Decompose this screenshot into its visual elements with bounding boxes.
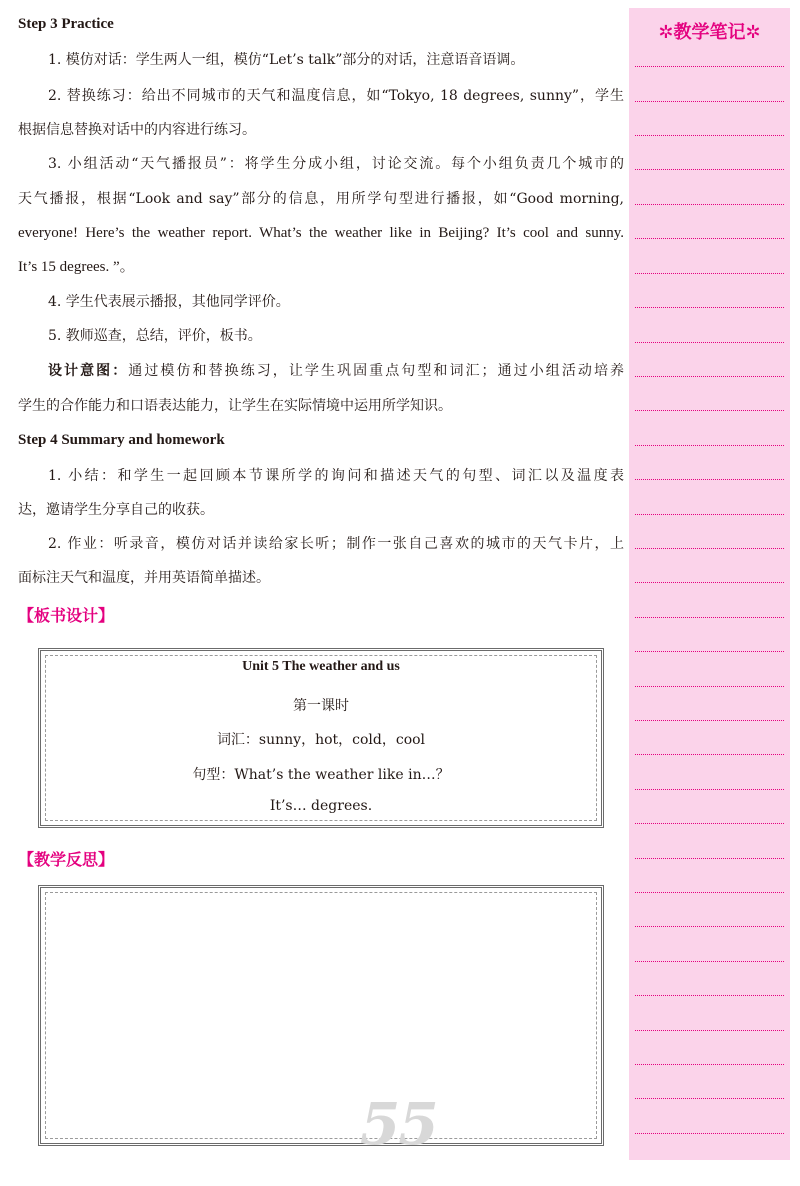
page-number: 55 [360,1090,437,1158]
note-line [635,135,784,136]
design-intent-label: 设计意图： [48,363,129,379]
note-line [635,582,784,583]
note-line [635,307,784,308]
note-line [635,1064,784,1065]
note-line [635,479,784,480]
note-line [635,651,784,652]
teaching-notes-sidebar [629,8,790,1160]
step4-item-2-cont: 面标注天气和温度，并用英语简单描述。 [18,570,270,586]
note-line [635,1030,784,1031]
design-intent-text: 通过模仿和替换练习，让学生巩固重点句型和词汇；通过小组活动培养 [128,363,625,379]
note-line [635,995,784,996]
note-line [635,169,784,170]
step4-item-1-cont: 达，邀请学生分享自己的收获。 [18,502,214,518]
note-line [635,823,784,824]
step3-item-2: 2. 替换练习：给出不同城市的天气和温度信息，如“Tokyo, 18 degrees, sunny”，学生 [48,88,624,104]
note-line [635,66,784,67]
note-line [635,1133,784,1134]
teaching-notes-title: ✲教学笔记✲ [658,22,761,43]
board-pattern-1: 句型：What’s the weather like in…？ [192,767,450,783]
board-unit-title: Unit 5 The weather and us [242,659,400,674]
design-intent-cont: 学生的合作能力和口语表达能力，让学生在实际情境中运用所学知识。 [18,398,452,414]
note-line [635,273,784,274]
note-line [635,926,784,927]
step3-item-5: 5. 教师巡查，总结，评价，板书。 [48,328,262,344]
design-intent [48,361,624,381]
note-line [635,238,784,239]
note-line [635,410,784,411]
note-line [635,548,784,549]
note-line [635,789,784,790]
board-design-heading: 【板书设计】 [18,606,115,625]
step3-item-1: 1. 模仿对话：学生两人一组，模仿“Let’s talk”部分的对话，注意语音语调。 [48,52,525,68]
note-line [635,204,784,205]
step3-item-3-cont3: It’s 15 degrees. ”。 [18,259,135,275]
step4-item-2: 2. 作业：听录音，模仿对话并读给家长听；制作一张自己喜欢的城市的天气卡片，上 [48,536,624,552]
board-pattern-2: It’s… degrees. [269,798,373,814]
step4-heading: Step 4 Summary and homework [18,432,225,448]
step3-item-3-cont2: everyone! Here’s the weather report. What’s the weather like in Beijing? It’s cool and sunny. [18,225,624,241]
note-line [635,101,784,102]
note-line [635,720,784,721]
step3-item-2-cont: 根据信息替换对话中的内容进行练习。 [18,122,256,138]
note-line [635,445,784,446]
note-line [635,514,784,515]
note-line [635,342,784,343]
teaching-reflection-box [38,885,604,1146]
step3-heading: Step 3 Practice [18,16,114,32]
board-design-box [38,648,604,828]
note-line [635,686,784,687]
board-vocabulary: 词汇：sunny，hot，cold，cool [216,732,426,748]
teaching-reflection-heading: 【教学反思】 [18,850,115,869]
note-line [635,1098,784,1099]
note-line [635,376,784,377]
step3-item-4: 4. 学生代表展示播报，其他同学评价。 [48,294,290,310]
note-line [635,858,784,859]
note-line [635,892,784,893]
step3-item-3: 3. 小组活动“天气播报员”：将学生分成小组，讨论交流。每个小组负责几个城市的 [48,156,624,172]
step3-item-3-cont1: 天气播报，根据“Look and say”部分的信息，用所学句型进行播报，如“Good morning, [18,191,624,207]
note-line [635,961,784,962]
step4-item-1: 1. 小结：和学生一起回顾本节课所学的询问和描述天气的句型、词汇以及温度表 [48,468,624,484]
note-line [635,754,784,755]
note-line [635,617,784,618]
board-lesson: 第一课时 [293,698,349,714]
